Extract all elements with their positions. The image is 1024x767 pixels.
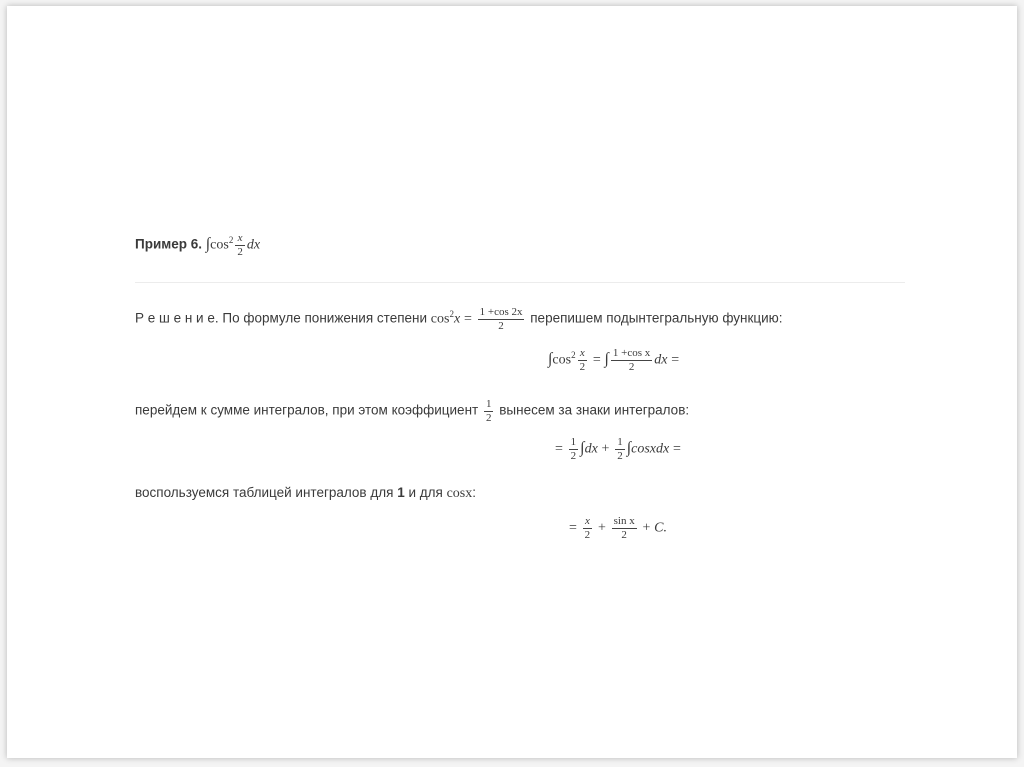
power: 2	[571, 350, 576, 361]
example-title: Пример 6.	[135, 236, 202, 252]
fraction	[612, 515, 637, 541]
fraction-denominator: 2	[478, 319, 525, 333]
cos-func: cos	[552, 352, 572, 368]
solution-text-2: перепишем подынтегральную функцию:	[530, 310, 783, 326]
equals-sign: =	[672, 441, 681, 457]
paragraph-text: перейдем к сумме интегралов, при этом коэффициент	[135, 402, 479, 418]
fraction-numerator: 1	[485, 398, 492, 410]
cos-func: cos	[430, 311, 450, 327]
fraction	[615, 436, 625, 462]
paragraph-text: вынесем за знаки интегралов:	[499, 402, 690, 418]
paragraph-text: воспользуемся таблицей интегралов для	[135, 485, 394, 500]
fraction	[611, 347, 652, 373]
fraction-denominator: 2	[579, 360, 586, 373]
differential: dx	[246, 237, 261, 253]
equals-sign: =	[569, 520, 577, 536]
slide	[7, 6, 1017, 758]
paragraph-text: и для	[408, 485, 443, 500]
bold-number: 1	[397, 485, 405, 500]
fraction-denominator: 2	[617, 449, 623, 462]
solution-label: Р е ш е н и е.	[135, 310, 219, 326]
equals-sign: =	[555, 441, 563, 457]
fraction-numerator: 1 +cos x	[612, 347, 651, 359]
integral-sign: ∫	[604, 350, 609, 368]
cos-func: cos	[210, 237, 229, 253]
solution-text-1: По формуле понижения степени	[222, 310, 428, 326]
fraction-denominator: 2	[485, 411, 492, 424]
fraction-numerator: x	[237, 232, 243, 244]
fraction-denominator: 2	[237, 245, 243, 258]
formula-2	[555, 436, 681, 462]
integral-sign: ∫	[205, 235, 211, 253]
fraction	[484, 398, 494, 424]
differential: dx	[654, 352, 668, 368]
formula-1	[548, 347, 679, 373]
fraction-numerator: 1	[617, 436, 623, 448]
solution-line	[135, 306, 783, 332]
fraction-numerator: x	[579, 347, 585, 359]
fraction	[235, 232, 245, 258]
cosx-term: cosx	[446, 486, 473, 501]
plus-sign: +	[601, 441, 610, 457]
power: 2	[228, 235, 234, 246]
fraction-denominator: 2	[612, 528, 637, 542]
fraction-denominator: 2	[570, 449, 577, 462]
fraction-denominator: 2	[611, 360, 652, 374]
plus-sign: +	[642, 520, 651, 536]
differential: dx	[584, 441, 598, 457]
fraction-denominator: 2	[584, 528, 591, 541]
equals-sign: =	[463, 311, 472, 327]
divider	[135, 282, 905, 283]
integrand: cosxdx	[631, 441, 670, 457]
fraction	[578, 347, 588, 373]
integral-sign: ∫	[626, 439, 632, 457]
fraction	[569, 436, 579, 462]
paragraph-2	[135, 398, 689, 424]
fraction	[478, 306, 525, 332]
power: 2	[449, 309, 454, 320]
fraction-numerator: 1 +cos 2x	[479, 306, 523, 318]
fraction-numerator: x	[584, 515, 590, 527]
plus-sign: +	[597, 520, 606, 536]
colon: :	[472, 485, 477, 500]
constant: C.	[654, 520, 667, 536]
fraction	[583, 515, 593, 541]
paragraph-3	[135, 485, 476, 502]
integral-sign: ∫	[548, 350, 553, 368]
formula-3	[569, 515, 667, 541]
fraction-numerator: sin x	[613, 515, 635, 527]
equals-sign: =	[671, 352, 680, 368]
example-heading	[135, 232, 260, 258]
integral-sign: ∫	[580, 439, 585, 457]
variable-x: x	[453, 311, 461, 327]
fraction-numerator: 1	[570, 436, 577, 448]
equals-sign: =	[592, 352, 601, 368]
